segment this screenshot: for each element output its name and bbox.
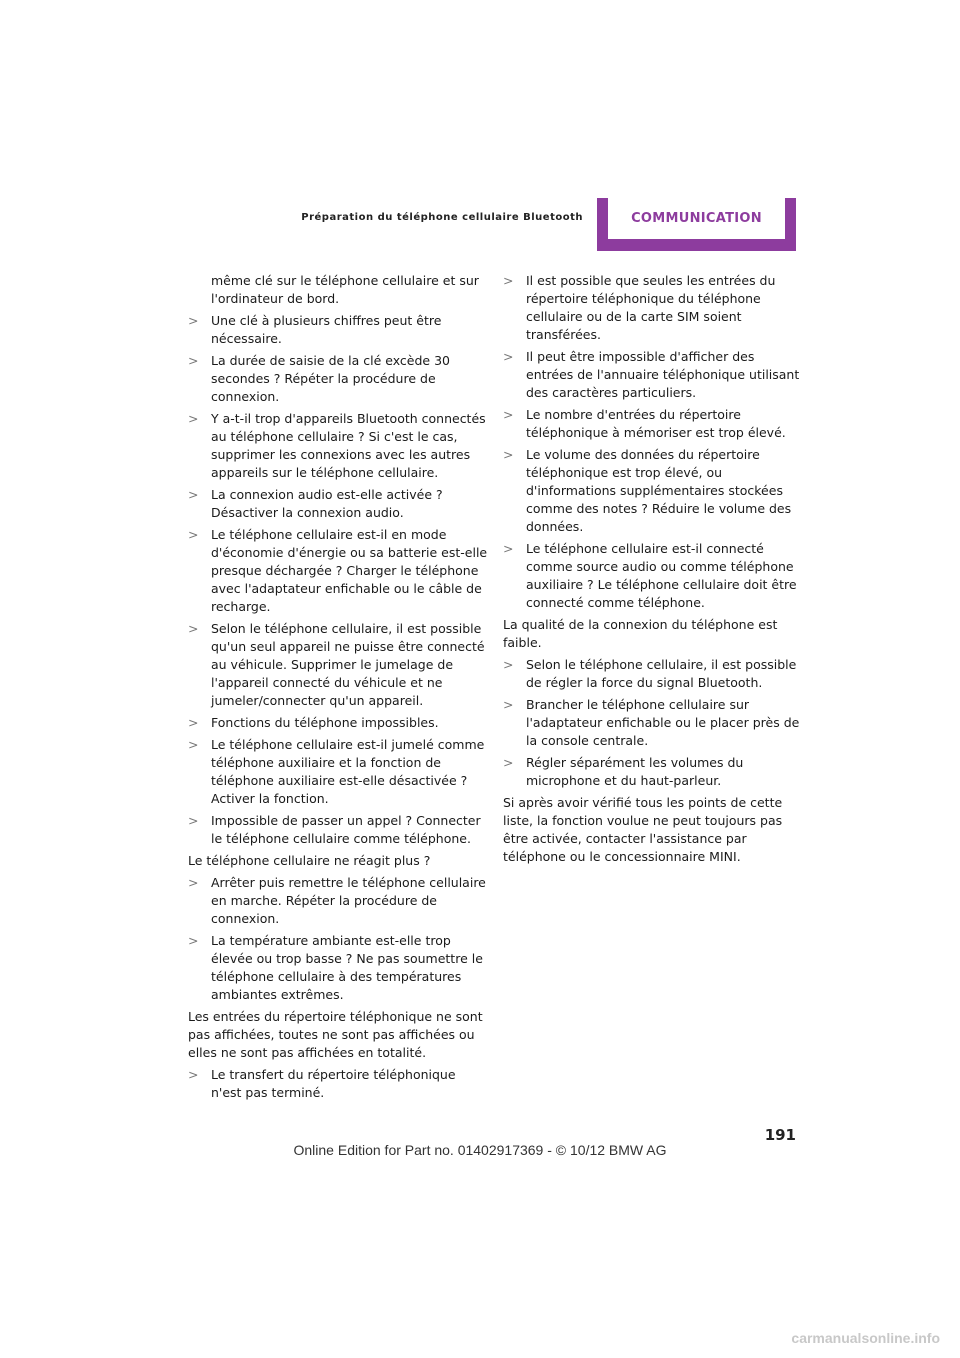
list-item-text: Y a-t-il trop d'appareils Bluetooth connectés au téléphone cellulaire ? Si c'est le cas, supprimer les connexions avec les autres appareils sur le téléphone cellulaire. [211,411,486,480]
list-item [188,526,488,616]
bullet-marker: > [188,411,199,426]
list-item-text: Le volume des données du répertoire téléphonique est trop élevé, ou d'informations supplémentaires stockées comme des notes ? Réduire le volume des données. [526,447,792,534]
chapter-tab-label: COMMUNICATION [608,198,785,239]
bullet-marker: > [503,541,514,556]
list-item-text: Le nombre d'entrées du répertoire téléphonique à mémoriser est trop élevé. [526,407,786,440]
list-item-text: Le téléphone cellulaire est-il jumelé comme téléphone auxiliaire et la fonction de téléphone auxiliaire est-elle désactivée ? Activer la fonction. [211,737,485,806]
list-item-text: Une clé à plusieurs chiffres peut être nécessaire. [211,313,442,346]
right-list-2 [503,656,800,790]
list-item-text: La température ambiante est-elle trop élevée ou trop basse ? Ne pas soumettre le téléphone cellulaire à des températures ambiantes extrêmes. [211,933,483,1002]
list-item-text: Le transfert du répertoire téléphonique n'est pas terminé. [211,1067,456,1100]
chapter-tab [597,198,796,251]
bullet-marker: > [188,353,199,368]
lead-continuation: même clé sur le téléphone cellulaire et sur l'ordinateur de bord. [211,273,479,306]
footer-edition: Online Edition for Part no. 01402917369 - © 10/12 BMW AG [293,1142,667,1158]
list-item [503,348,800,402]
right-heading-2: La qualité de la connexion du téléphone est faible. [503,617,778,650]
bullet-marker: > [503,697,514,712]
left-heading-3: Les entrées du répertoire téléphonique ne sont pas affichées, toutes ne sont pas affichées ou elles ne sont pas affichées en totalité. [188,1009,483,1060]
bullet-marker: > [188,737,199,752]
list-item [503,754,800,790]
list-item [503,540,800,612]
list-item-text: Régler séparément les volumes du microphone et du haut-parleur. [526,755,744,788]
bullet-marker: > [188,715,199,730]
bullet-marker: > [188,621,199,636]
list-item [188,736,488,808]
list-item-text: Fonctions du téléphone impossibles. [211,715,439,730]
list-item [503,446,800,536]
list-item-text: Le téléphone cellulaire est-il en mode d'économie d'énergie ou sa batterie est-elle presque déchargée ? Charger le téléphone avec l'adaptateur enfichable ou le câble de recharge. [211,527,488,614]
bullet-marker: > [188,487,199,502]
list-item [188,874,488,928]
left-heading-2: Le téléphone cellulaire ne réagit plus ? [188,853,431,868]
left-column [188,272,488,1106]
bullet-marker: > [188,313,199,328]
list-item [188,312,488,348]
bullet-marker: > [188,933,199,948]
list-item-text: Selon le téléphone cellulaire, il est possible qu'un seul appareil ne puisse être connecté au véhicule. Supprimer le jumelage de l'appareil connecté du véhicule et ne jumeler/connecter qu'un appareil. [211,621,485,708]
list-item [188,812,488,848]
list-item [503,406,800,442]
right-column [503,272,800,870]
bullet-marker: > [503,657,514,672]
bullet-marker: > [503,273,514,288]
list-item [188,410,488,482]
list-item-text: Le téléphone cellulaire est-il connecté comme source audio ou comme téléphone auxiliaire ? Le téléphone cellulaire doit être connecté comme téléphone. [526,541,797,610]
list-item [503,272,800,344]
bullet-marker: > [188,1067,199,1082]
left-list-2 [188,874,488,1004]
bullet-marker: > [503,447,514,462]
list-item-text: Il est possible que seules les entrées du répertoire téléphonique du téléphone cellulaire ou de la carte SIM soient transférées. [526,273,776,342]
list-item [503,656,800,692]
left-list-3 [188,1066,488,1102]
right-closing: Si après avoir vérifié tous les points de cette liste, la fonction voulue ne peut toujours pas être activée, contacter l'assistance par téléphone ou le concessionnaire MINI. [503,795,783,864]
page-number: 191 [764,1126,796,1144]
list-item [503,696,800,750]
left-list-1 [188,312,488,848]
bullet-marker: > [188,527,199,542]
bullet-marker: > [188,875,199,890]
list-item-text: Selon le téléphone cellulaire, il est possible de régler la force du signal Bluetooth. [526,657,797,690]
list-item-text: Impossible de passer un appel ? Connecter le téléphone cellulaire comme téléphone. [211,813,481,846]
list-item-text: Il peut être impossible d'afficher des entrées de l'annuaire téléphonique utilisant des caractères particuliers. [526,349,800,400]
watermark: carmanualsonline.info [791,1330,940,1346]
list-item-text: Brancher le téléphone cellulaire sur l'adaptateur enfichable ou le placer près de la console centrale. [526,697,800,748]
list-item [188,486,488,522]
list-item [188,932,488,1004]
list-item-text: La connexion audio est-elle activée ? Désactiver la connexion audio. [211,487,443,520]
list-item [188,714,488,732]
list-item [188,352,488,406]
list-item-text: Arrêter puis remettre le téléphone cellulaire en marche. Répéter la procédure de connexion. [211,875,486,926]
right-list-1 [503,272,800,612]
list-item [188,1066,488,1102]
bullet-marker: > [503,755,514,770]
list-item [188,620,488,710]
bullet-marker: > [188,813,199,828]
bullet-marker: > [503,349,514,364]
list-item-text: La durée de saisie de la clé excède 30 secondes ? Répéter la procédure de connexion. [211,353,450,404]
bullet-marker: > [503,407,514,422]
page-section-title: Préparation du téléphone cellulaire Bluetooth [301,212,583,223]
